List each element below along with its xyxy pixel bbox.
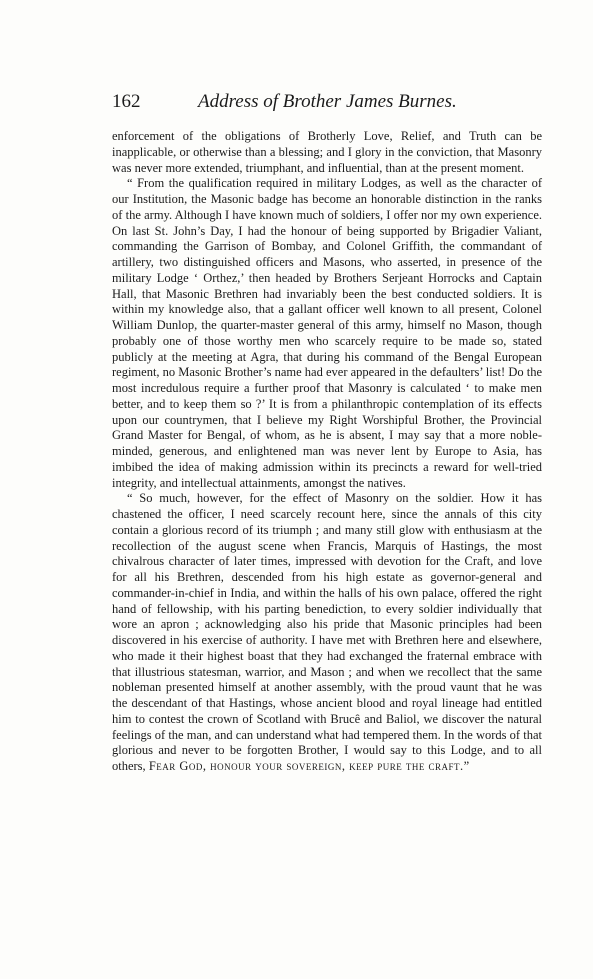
page-number: 162 bbox=[112, 91, 141, 112]
body-text bbox=[112, 129, 542, 775]
paragraph-military-lodges: “ From the qualification required in military Lodges, as well as the character of our Institution, the Masonic badge has become an honorable distinction in the ranks of the army. Although I have known much of soldiers, I offer nor my own experience. On last St. John’s Day, I had the honour of being supported by Brigadier Valiant, commanding the Garrison of Bombay, and Colonel Griffith, the commandant of artillery, two distinguished officers and Masons, who asserted, in presence of the military Lodge ‘ Orthez,’ then headed by Brothers Serjeant Horrocks and Captain Hall, that Masonic Brethren had invariably been the best conducted soldiers. It is within my knowledge also, that a gallant officer well known to all present, Colonel William Dunlop, the quarter-master general of this army, himself no Mason, though probably one of those worthy men who scarcely require to be made so, stated publicly at the meeting at Agra, that during his command of the Bengal European regiment, no Masonic Brother’s name had ever appeared in the defaulters’ list! Do the most incredulous require a further proof that Masonry is calculated ‘ to make men better, and to keep them so ?’ It is from a philanthropic contemplation of its effects upon our countrymen, that I believe my Right Worshipful Brother, the Provincial Grand Master for Bengal, of whom, as he is absent, I may say that a more noble-minded, generous, and enlightened man was never lent by Europe to Asia, has imbibed the idea of making admission within its precincts a reward for well-tried integrity, and intellectual attainments, amongst the natives. bbox=[112, 176, 542, 490]
closing-motto: Fear God, honour your sovereign, keep pure the craft.” bbox=[148, 759, 470, 773]
paragraph-effect-on-soldier bbox=[112, 491, 542, 775]
running-title: Address of Brother James Burnes. bbox=[198, 91, 457, 112]
running-head bbox=[112, 91, 552, 115]
paragraph-continued: enforcement of the obligations of Brotherly Love, Relief, and Truth can be inapplicable, or otherwise than a blessing; and I glory in the conviction, that Masonry was never more extended, triumphant, and influential, than at the present moment. bbox=[112, 129, 542, 175]
paragraph-effect-text: “ So much, however, for the effect of Masonry on the soldier. How it has chastened the officer, I need scarcely recount here, since the annals of this city contain a glorious record of its triumph ; and many still glow with enthusiasm at the recollection of the august scene when Francis, Marquis of Hastings, the most chivalrous character of later times, impressed with devotion for the Craft, and love for all his Brethren, descended from his high estate as governor-general and commander-in-chief in India, and within the halls of his own palace, offered the right hand of fellowship, with his parting benediction, to every soldier individually that wore an apron ; acknowledging also his pride that Masonic principles had been discovered in his exercise of authority. I have met with Brethren here and elsewhere, who made it their highest boast that they had exchanged the fraternal embrace with that illustrious statesman, warrior, and Mason ; and when we recollect that the same nobleman presented himself at another assembly, with the proud vaunt that he was the descendant of that Hastings, whose ancient blood and royal lineage had entitled him to contest the crown of Scotland with Brucê and Baliol, we discover the natural feelings of the man, and can understand what had tempered them. In the words of that glorious and never to be forgotten Brother, I would say to this Lodge, and to all others, bbox=[112, 491, 542, 773]
